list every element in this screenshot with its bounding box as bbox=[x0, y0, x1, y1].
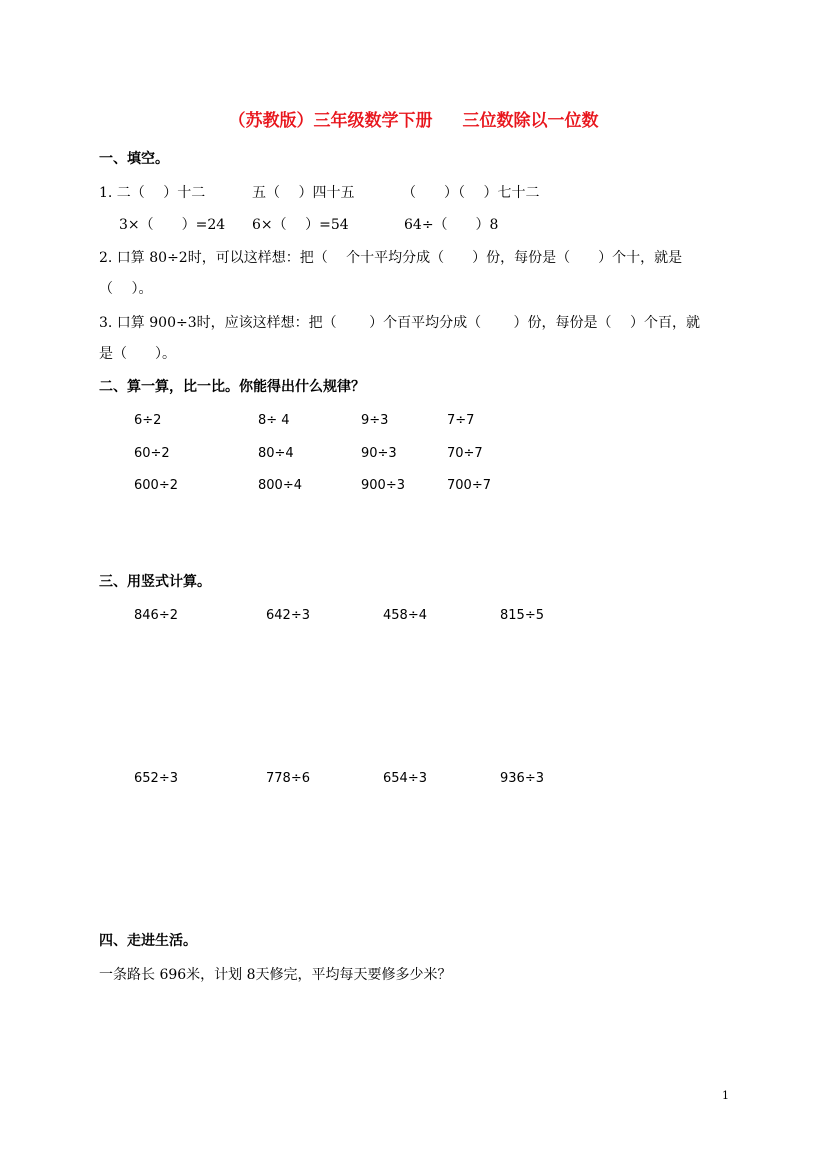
title-part-2: 三位数除以一位数 bbox=[462, 111, 599, 131]
calc-item: 80÷4 bbox=[258, 446, 294, 461]
calc-item: 7÷7 bbox=[447, 413, 475, 428]
word-problem: 一条路长 696米，计划 8天修完，平均每天要修多少米？ bbox=[99, 967, 452, 983]
section-2-heading: 二、算一算，比一比。你能得出什么规律？ bbox=[99, 379, 365, 395]
vertical-calc-item: 654÷3 bbox=[383, 771, 427, 786]
q1-row2-item3: 64÷（ ）8 bbox=[404, 217, 499, 233]
calc-item: 70÷7 bbox=[447, 446, 483, 461]
vertical-calc-item: 846÷2 bbox=[134, 608, 178, 623]
vertical-calc-item: 778÷6 bbox=[266, 771, 310, 786]
vertical-calc-item: 936÷3 bbox=[500, 771, 544, 786]
q3-line1: 3. 口算 900÷3时，应该这样想：把（ ）个百平均分成（ ）份，每份是（ ）个百，就 bbox=[99, 315, 700, 331]
section-3-heading: 三、用竖式计算。 bbox=[99, 574, 211, 590]
calc-item: 90÷3 bbox=[361, 446, 397, 461]
q1-row1-item3: （ ）（ ）七十二 bbox=[402, 185, 540, 201]
q3-line2: 是（ ）。 bbox=[99, 346, 176, 362]
q2-line2: （ ）。 bbox=[99, 281, 153, 297]
q1-row2-item2: 6×（ ）=54 bbox=[252, 217, 349, 233]
calc-item: 6÷2 bbox=[134, 413, 162, 428]
q1-row1-item1: 1. 二（ ）十二 bbox=[99, 185, 206, 201]
calc-item: 700÷7 bbox=[447, 478, 491, 493]
calc-item: 9÷3 bbox=[361, 413, 389, 428]
calc-item: 800÷4 bbox=[258, 478, 302, 493]
q1-row1-item2: 五（ ）四十五 bbox=[252, 185, 355, 201]
section-1-heading: 一、填空。 bbox=[99, 151, 169, 167]
q2-line1: 2. 口算 80÷2时，可以这样想：把（ 个十平均分成（ ）份，每份是（ ）个十，就是 bbox=[99, 250, 683, 266]
section-4-heading: 四、走进生活。 bbox=[99, 933, 197, 949]
vertical-calc-item: 815÷5 bbox=[500, 608, 544, 623]
calc-item: 8÷ 4 bbox=[258, 413, 290, 428]
document-title bbox=[0, 113, 827, 130]
vertical-calc-item: 652÷3 bbox=[134, 771, 178, 786]
calc-item: 60÷2 bbox=[134, 446, 170, 461]
page-number: 1 bbox=[722, 1089, 729, 1102]
calc-item: 900÷3 bbox=[361, 478, 405, 493]
vertical-calc-item: 642÷3 bbox=[266, 608, 310, 623]
vertical-calc-item: 458÷4 bbox=[383, 608, 427, 623]
q1-row2-item1: 3×（ ）=24 bbox=[119, 217, 226, 233]
calc-item: 600÷2 bbox=[134, 478, 178, 493]
title-part-1: （苏教版）三年级数学下册 bbox=[228, 111, 433, 131]
